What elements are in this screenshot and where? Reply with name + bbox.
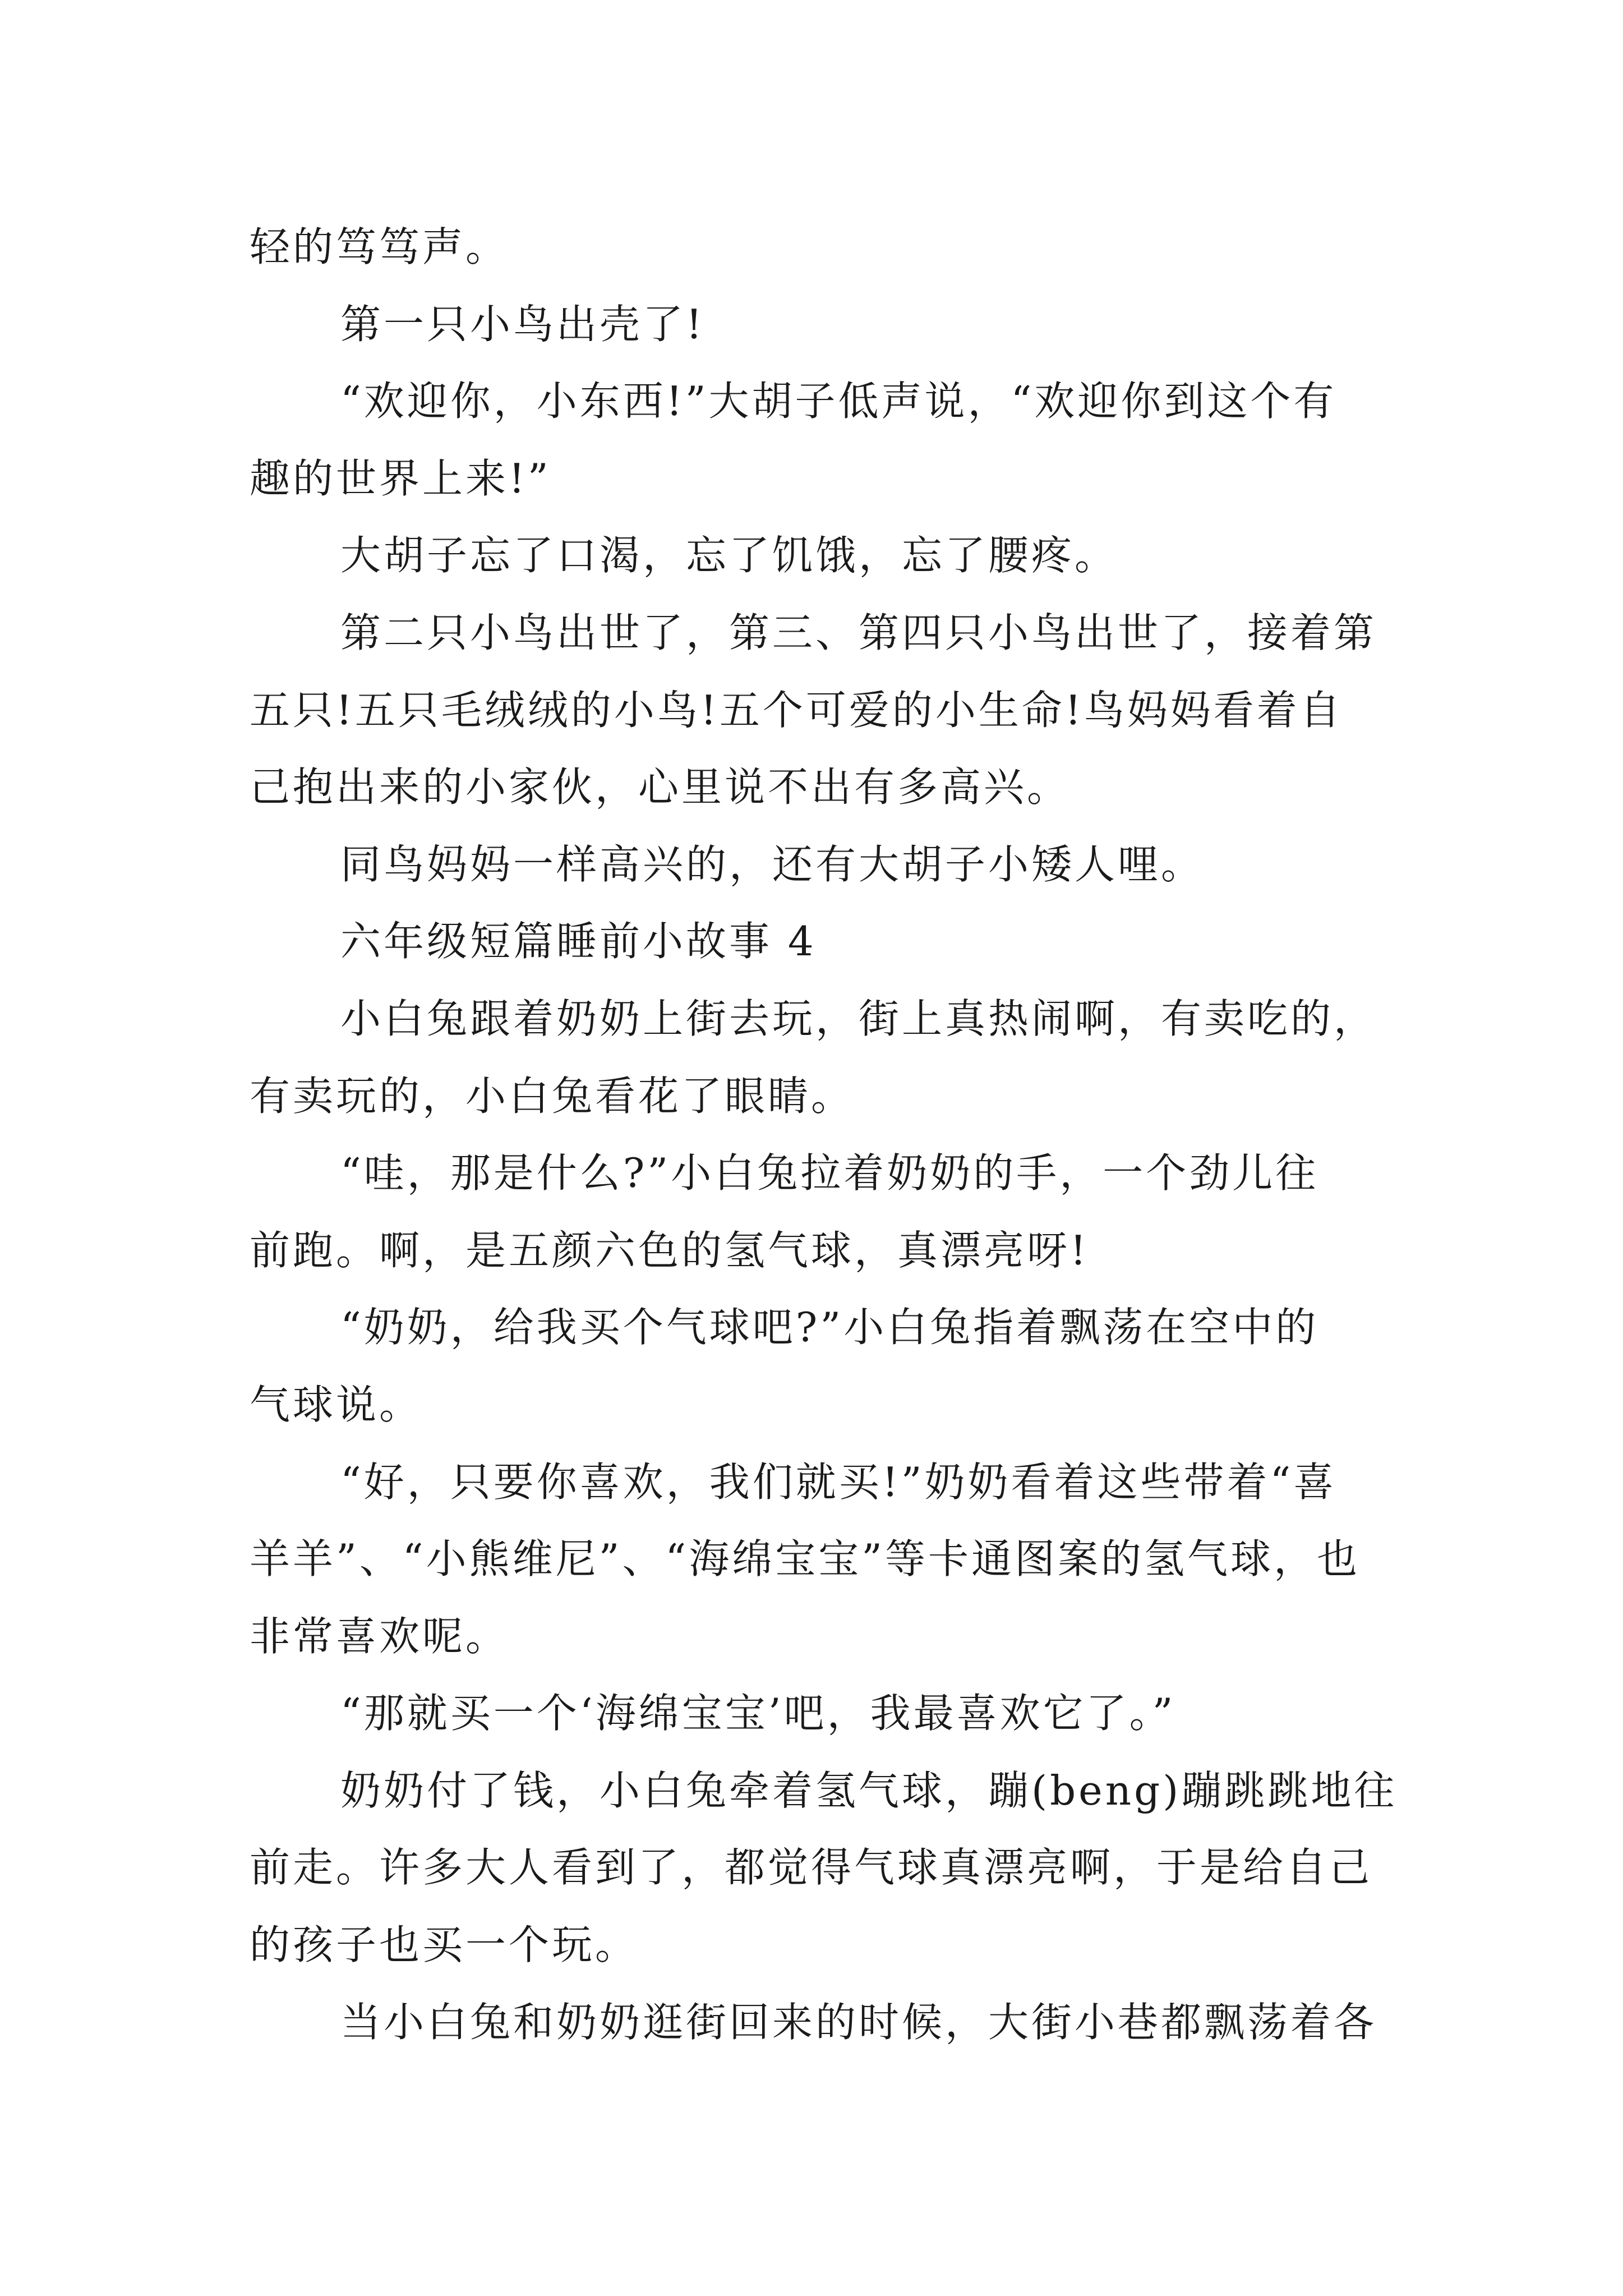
text-line: 小白兔跟着奶奶上街去玩，街上真热闹啊，有卖吃的， bbox=[340, 995, 1377, 1042]
text-line: 有卖玩的，小白兔看花了眼睛。 bbox=[250, 1072, 855, 1120]
document-body bbox=[250, 209, 1398, 2061]
text-line: 前跑。啊，是五颜六色的氢气球，真漂亮呀! bbox=[250, 1226, 1089, 1274]
text-line: 六年级短篇睡前小故事 4 bbox=[340, 918, 817, 965]
text-line: 羊羊”、“小熊维尼”、“海绵宝宝”等卡通图案的氢气球，也 bbox=[250, 1535, 1361, 1583]
text-line: 奶奶付了钱，小白兔牵着氢气球，蹦(beng)蹦跳跳地往 bbox=[340, 1766, 1398, 1814]
text-line: 己抱出来的小家伙，心里说不出有多高兴。 bbox=[250, 763, 1071, 811]
text-line: 同鸟妈妈一样高兴的，还有大胡子小矮人哩。 bbox=[340, 840, 1205, 888]
text-line: 大胡子忘了口渴，忘了饥饿，忘了腰疼。 bbox=[340, 532, 1118, 579]
text-line: 趣的世界上来!” bbox=[250, 454, 551, 502]
text-line: 五只!五只毛绒绒的小鸟!五个可爱的小生命!鸟妈妈看着自 bbox=[250, 686, 1343, 734]
text-line: 当小白兔和奶奶逛街回来的时候，大街小巷都飘荡着各 bbox=[340, 1998, 1377, 2046]
text-line: 气球说。 bbox=[250, 1381, 423, 1428]
text-line: “哇，那是什么?”小白兔拉着奶奶的手，一个劲儿往 bbox=[340, 1149, 1319, 1197]
text-line: “奶奶，给我买个气球吧?”小白兔指着飘荡在空中的 bbox=[340, 1304, 1319, 1351]
text-line: 前走。许多大人看到了，都觉得气球真漂亮啊，于是给自己 bbox=[250, 1844, 1373, 1892]
text-line: 第一只小鸟出壳了! bbox=[340, 300, 705, 348]
text-line: 非常喜欢呢。 bbox=[250, 1612, 509, 1660]
text-line: 的孩子也买一个玩。 bbox=[250, 1921, 639, 1969]
text-line: “欢迎你，小东西!”大胡子低声说，“欢迎你到这个有 bbox=[340, 378, 1337, 425]
text-line: 第二只小鸟出世了，第三、第四只小鸟出世了，接着第 bbox=[340, 609, 1377, 656]
text-line: “好，只要你喜欢，我们就买!”奶奶看着这些带着“喜 bbox=[340, 1458, 1337, 1506]
text-line: “那就买一个‘海绵宝宝’吧，我最喜欢它了。” bbox=[340, 1690, 1176, 1737]
text-line: 轻的笃笃声。 bbox=[250, 223, 509, 270]
